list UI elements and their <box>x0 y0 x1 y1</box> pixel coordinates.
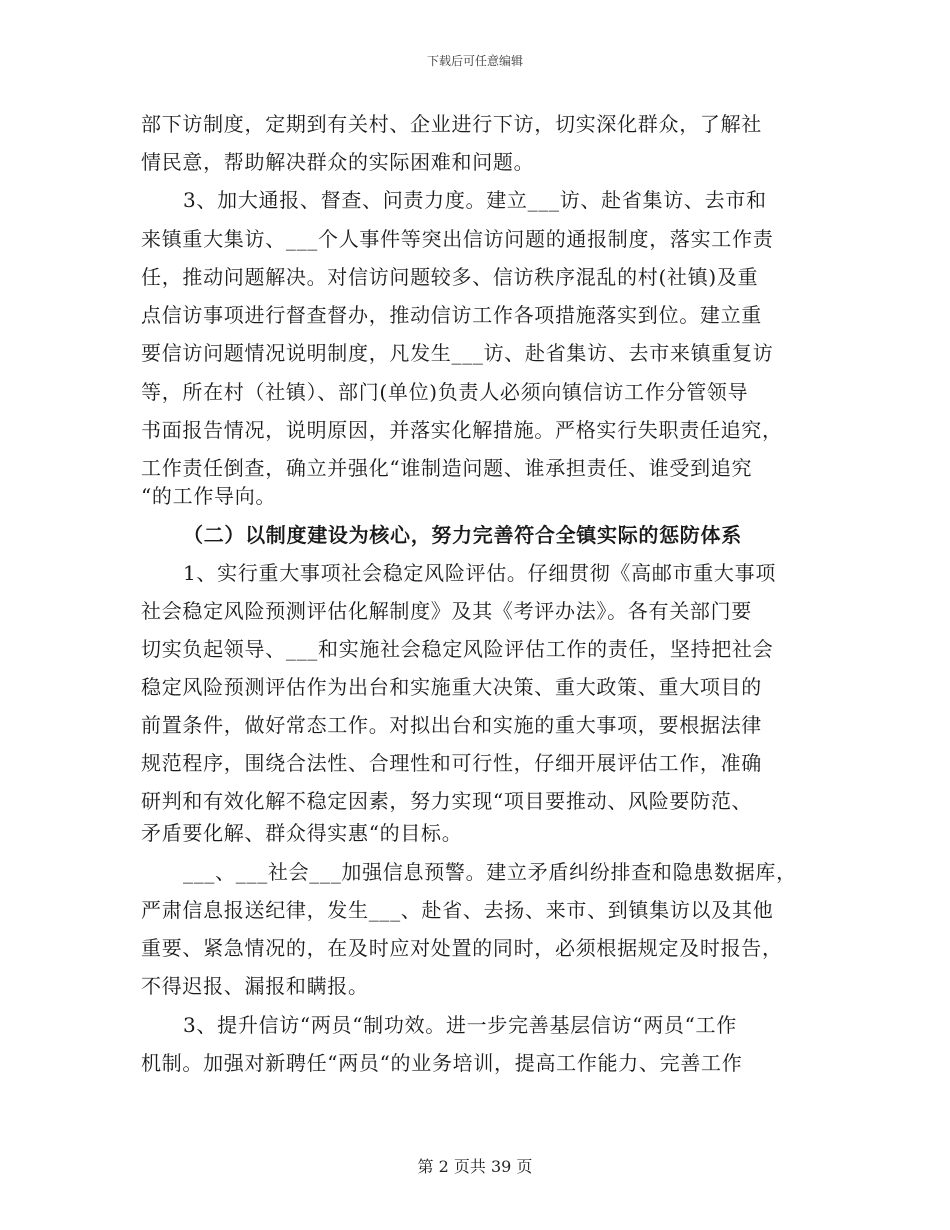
body-line: “的工作导向。 <box>141 484 277 508</box>
body-line: ___、___社会___加强信息预警。建立矛盾纠纷排查和隐患数据库， <box>183 860 797 884</box>
body-line: 1、实行重大事项社会稳定风险评估。仔细贯彻《高邮市重大事项 <box>183 561 777 585</box>
body-line: 切实负起领导、___和实施社会稳定风险评估工作的责任，坚持把社会 <box>141 637 774 661</box>
body-line: 部下访制度，定期到有关村、企业进行下访，切实深化群众，了解社 <box>141 112 762 136</box>
body-line: 研判和有效化解不稳定因素，努力实现“项目要推动、风险要防范、 <box>141 789 753 813</box>
body-line: 社会稳定风险预测评估化解制度》及其《考评办法》。各有关部门要 <box>141 599 752 623</box>
body-line: 来镇重大集访、___个人事件等突出信访问题的通报制度，落实工作责 <box>141 227 774 251</box>
body-line: 规范程序，围绕合法性、合理性和可行性，仔细开展评估工作，准确 <box>141 751 762 775</box>
body-line: 等，所在村（社镇）、部门(单位)负责人必须向镇信访工作分管领导 <box>141 380 749 404</box>
body-line: 机制。加强对新聘任“两员“的业务培训，提高工作能力、完善工作 <box>141 1051 743 1075</box>
body-line: 工作责任倒查，确立并强化“谁制造问题、谁承担责任、谁受到追究 <box>141 456 753 480</box>
body-line: 要信访问题情况说明制度，凡发生___访、赴省集访、去市来镇重复访 <box>141 341 774 365</box>
body-line: 稳定风险预测评估作为出台和实施重大决策、重大政策、重大项目的 <box>141 675 762 699</box>
body-line: 重要、紧急情况的，在及时应对处置的同时，必须根据规定及时报告， <box>141 936 783 960</box>
body-line: 3、提升信访“两员“制功效。进一步完善基层信访“两员“工作 <box>183 1013 737 1037</box>
body-line: 书面报告情况，说明原因，并落实化解措施。严格实行失职责任追究， <box>141 418 783 442</box>
body-line: 点信访事项进行督查督办，推动信访工作各项措施落实到位。建立重 <box>141 303 762 327</box>
body-line: 严肃信息报送纪律，发生___、赴省、去扬、来市、到镇集访以及其他 <box>141 898 774 922</box>
page-footer: 第 2 页共 39 页 <box>417 1157 533 1176</box>
body-line: 3、加大通报、督查、问责力度。建立___访、赴省集访、去市和 <box>183 188 767 212</box>
body-line: 前置条件，做好常态工作。对拟出台和实施的重大事项，要根据法律 <box>141 713 762 737</box>
body-line: 任，推动问题解决。对信访问题较多、信访秩序混乱的村(社镇)及重 <box>141 265 759 289</box>
body-line: 矛盾要化解、群众得实惠“的目标。 <box>141 821 463 845</box>
body-line: 情民意，帮助解决群众的实际困难和问题。 <box>141 150 535 174</box>
page-header: 下载后可任意编辑 <box>426 54 523 68</box>
body-line: 不得迟报、漏报和瞒报。 <box>141 974 369 998</box>
section-heading: （二）以制度建设为核心，努力完善符合全镇实际的惩防体系 <box>183 523 742 547</box>
